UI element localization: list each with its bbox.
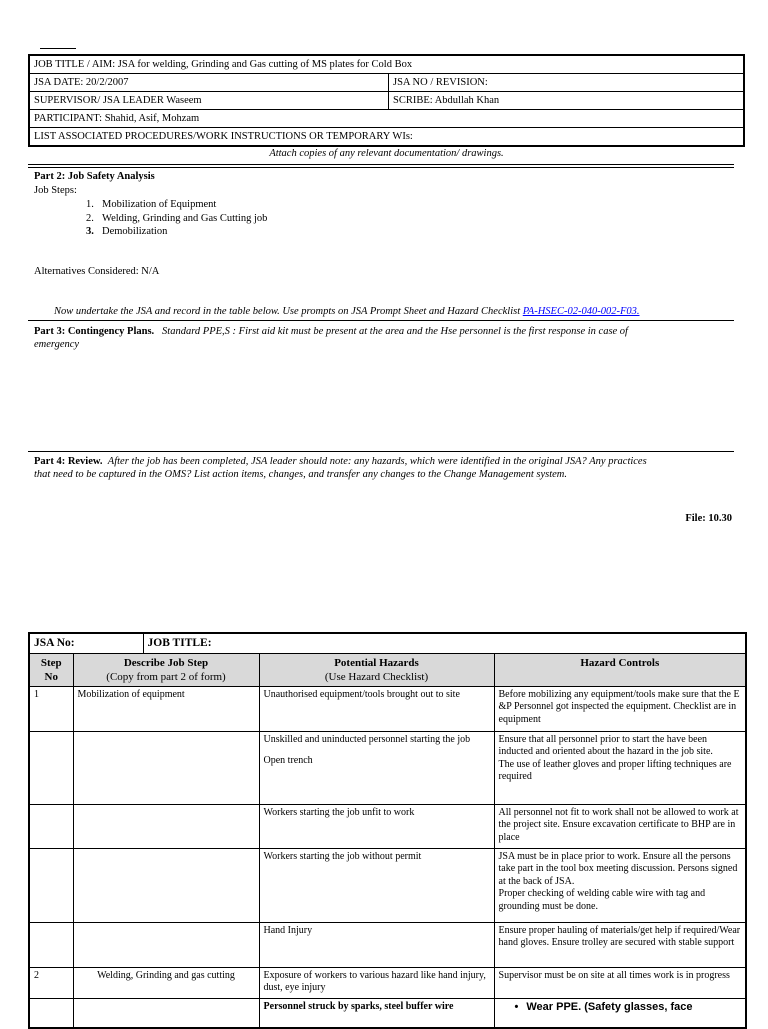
- job-steps-label: Job Steps:: [34, 185, 77, 196]
- job-step-number: 2.: [86, 212, 94, 224]
- scribe-cell: SCRIBE: Abdullah Khan: [389, 92, 745, 110]
- jsa-header-table: [28, 54, 745, 147]
- job-steps-list: [86, 198, 267, 239]
- procedures-cell: LIST ASSOCIATED PROCEDURES/WORK INSTRUCTIONS OR TEMPORARY WIs:: [29, 128, 744, 147]
- undertake-text: Now undertake the JSA and record in the table below. Use prompts on JSA Prompt Sheet and Hazard Checklist: [54, 306, 523, 317]
- control-cell: Supervisor must be on site at all times work is in progress: [494, 967, 746, 998]
- step-no-cell: [29, 848, 73, 922]
- describe-cell: [73, 804, 259, 848]
- step-no-cell: 2: [29, 967, 73, 998]
- table-row: [29, 804, 746, 848]
- control-cell: JSA must be in place prior to work. Ensure all the persons take part in the tool box meeting discussion. Persons signed at the back of JSA. Proper checking of welding cable wire with tag and grounding must be done.: [494, 848, 746, 922]
- control-cell: Ensure proper hauling of materials/get help if required/Wear hand gloves. Ensure trolley are secured with stable support: [494, 922, 746, 967]
- table-row: [29, 967, 746, 998]
- table-row: [29, 922, 746, 967]
- part4-divider: [28, 451, 734, 452]
- describe-cell: [73, 731, 259, 804]
- jsa-no-revision-cell: JSA NO / REVISION:: [389, 74, 745, 92]
- control-cell: Before mobilizing any equipment/tools make sure that the E &P Personnel got inspected the equipment. Checklist are in equipment: [494, 686, 746, 731]
- participant-cell: PARTICIPANT: Shahid, Asif, Mohzam: [29, 110, 744, 128]
- job-step-text: Mobilization of Equipment: [102, 199, 217, 210]
- col-header-describe: Describe Job Step (Copy from part 2 of form): [73, 653, 259, 686]
- hazard-cell: Unauthorised equipment/tools brought out to site: [259, 686, 494, 731]
- part4-heading: Part 4: Review.: [34, 456, 103, 467]
- job-title-label: JOB TITLE:: [143, 633, 746, 653]
- describe-cell: [73, 922, 259, 967]
- part3-text: Standard PPE,S : First aid kit must be present at the area and the Hse personnel is the first response in case of: [162, 326, 628, 337]
- part4-text: After the job has been completed, JSA leader should note: any hazards, which were identified in the original JSA? Any practices: [107, 456, 647, 467]
- alternatives-considered: Alternatives Considered: N/A: [34, 266, 160, 277]
- jsa-no-label: JSA No:: [29, 633, 143, 653]
- jsa-analysis-table: [28, 632, 747, 1029]
- table-row: [29, 731, 746, 804]
- part4-text-cont: that need to be captured in the OMS? List action items, changes, and transfer any changes to the Change Management system.: [34, 469, 567, 480]
- table-row: [29, 686, 746, 731]
- job-title-cell: JOB TITLE / AIM: JSA for welding, Grinding and Gas cutting of MS plates for Cold Box: [29, 55, 744, 74]
- control-cell: Ensure that all personnel prior to start the have been inducted and oriented about the hazard in the job site. The use of leather gloves and proper lifting techniques are required: [494, 731, 746, 804]
- describe-cell: [73, 848, 259, 922]
- part3-block: [34, 325, 734, 351]
- job-step-number: 1.: [86, 199, 94, 210]
- file-reference: File: 10.30: [685, 513, 732, 524]
- job-step-item: [86, 198, 267, 212]
- section-divider: [28, 164, 734, 168]
- hazard-cell: Unskilled and uninducted personnel starting the job Open trench: [259, 731, 494, 804]
- part3-divider: [28, 320, 734, 321]
- job-step-number: 3.: [86, 226, 94, 237]
- part2-heading: Part 2: Job Safety Analysis: [34, 171, 155, 182]
- hazard-checklist-link[interactable]: PA-HSEC-02-040-002-F03.: [522, 306, 640, 317]
- hazard-cell: Hand Injury: [259, 922, 494, 967]
- col-header-hazards: Potential Hazards (Use Hazard Checklist): [259, 653, 494, 686]
- step-no-cell: 1: [29, 686, 73, 731]
- hazard-cell: Personnel struck by sparks, steel buffer wire: [259, 998, 494, 1028]
- hazard-cell: Exposure of workers to various hazard like hand injury, dust, eye injury: [259, 967, 494, 998]
- hazard-cell: Workers starting the job unfit to work: [259, 804, 494, 848]
- col-header-controls: Hazard Controls: [494, 653, 746, 686]
- step-no-cell: [29, 731, 73, 804]
- control-bullet: • Wear PPE. (Safety glasses, face: [515, 1001, 742, 1014]
- supervisor-cell: SUPERVISOR/ JSA LEADER Waseem: [29, 92, 389, 110]
- part3-text-cont: emergency: [34, 339, 80, 350]
- col-header-step: Step No: [29, 653, 73, 686]
- jsa-date-cell: JSA DATE: 20/2/2007: [29, 74, 389, 92]
- undertake-note: [54, 305, 640, 318]
- attach-note: Attach copies of any relevant documentation/ drawings.: [269, 148, 504, 159]
- table-row: [29, 848, 746, 922]
- step-no-cell: [29, 922, 73, 967]
- job-step-item: [86, 225, 267, 239]
- job-step-text: Welding, Grinding and Gas Cutting job: [102, 212, 268, 224]
- describe-cell: Welding, Grinding and gas cutting: [73, 967, 259, 998]
- top-short-rule: [40, 48, 76, 49]
- step-no-cell: [29, 804, 73, 848]
- describe-cell: Mobilization of equipment: [73, 686, 259, 731]
- hazard-cell: Workers starting the job without permit: [259, 848, 494, 922]
- job-step-item: [86, 212, 267, 226]
- part4-block: [34, 455, 734, 481]
- control-cell: All personnel not fit to work shall not be allowed to work at the project site. Ensure excavation certificate to BHP are in place: [494, 804, 746, 848]
- part3-heading: Part 3: Contingency Plans.: [34, 326, 155, 337]
- job-step-text: Demobilization: [102, 226, 168, 237]
